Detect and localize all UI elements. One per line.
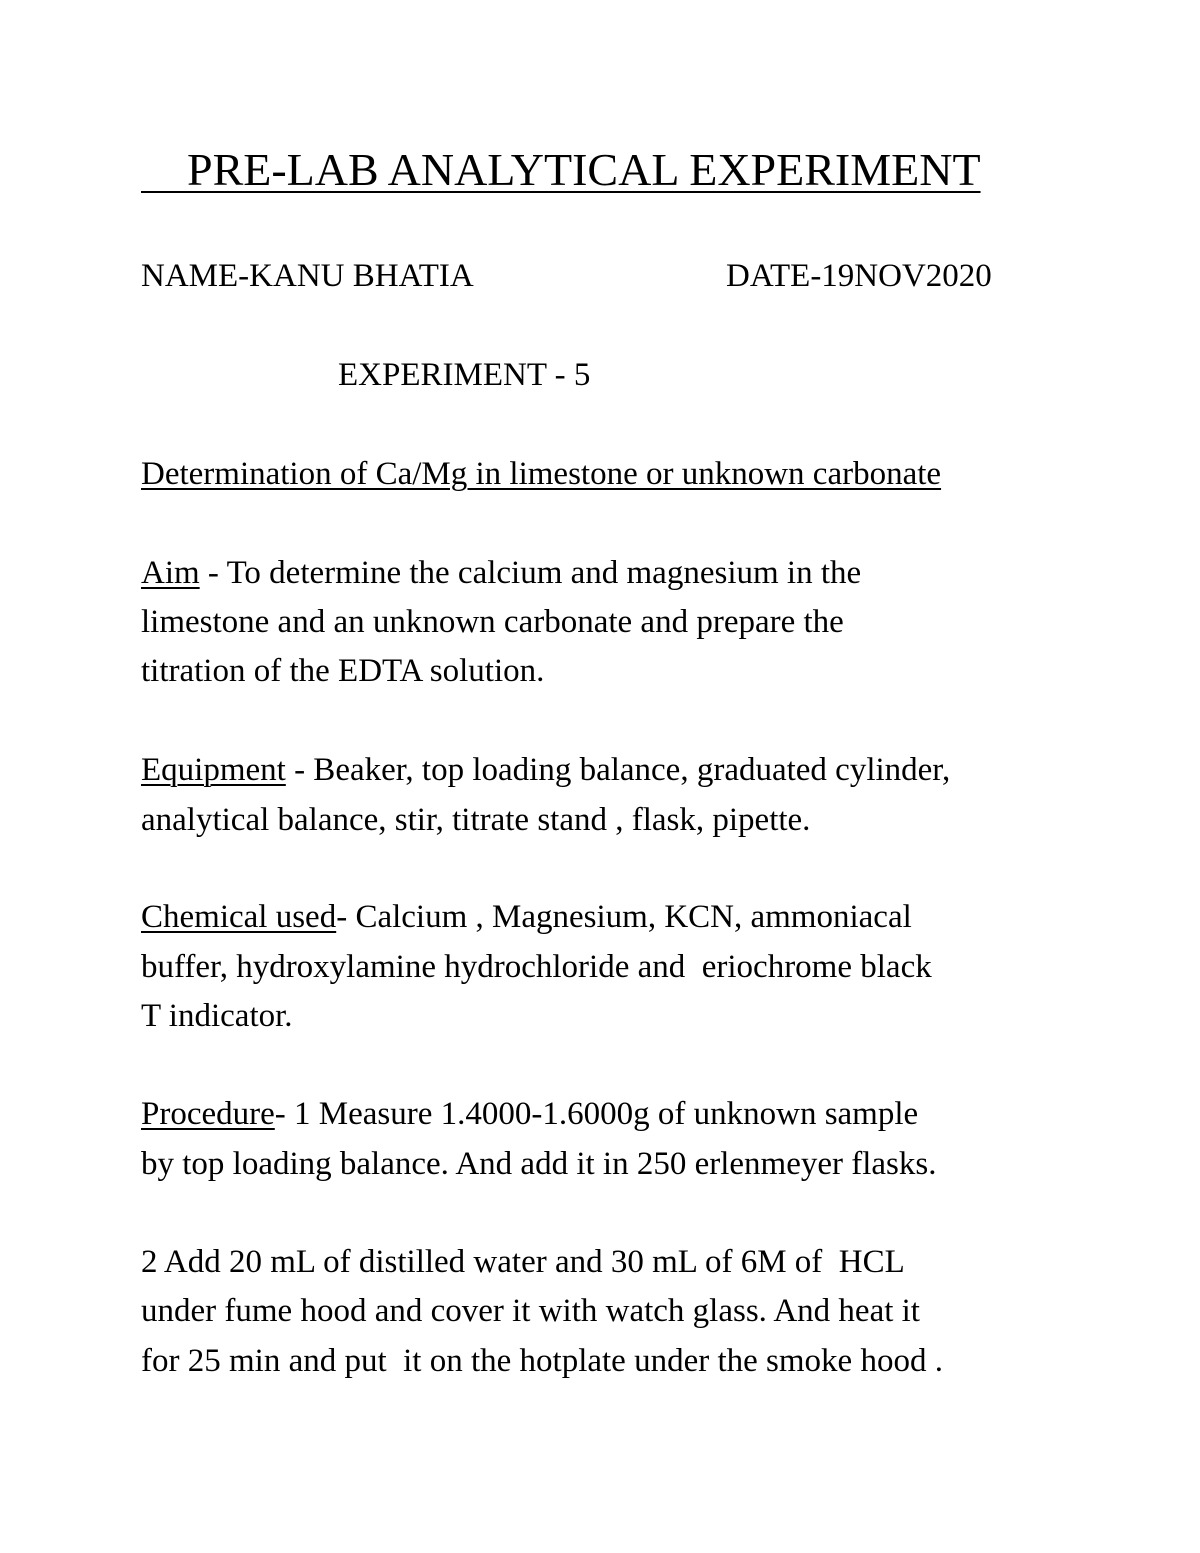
aim-text: - To determine the calcium and magnesium in the [199, 555, 862, 591]
experiment-date: DATE-19NOV2020 [726, 258, 992, 294]
experiment-subject: Determination of Ca/Mg in limestone or unknown carbonate [141, 456, 942, 492]
procedure-line-2: by top loading balance. And add it in 250 erlenmeyer flasks. [141, 1146, 937, 1182]
aim-line-1 [141, 553, 861, 593]
student-name: NAME-KANU BHATIA [141, 258, 474, 294]
procedure-heading: Procedure [141, 1096, 275, 1132]
equipment-line-1 [141, 750, 950, 790]
procedure-step-2-line-2: under fume hood and cover it with watch glass. And heat it [141, 1293, 920, 1329]
equipment-line-2: analytical balance, stir, titrate stand , flask, pipette. [141, 802, 811, 838]
aim-heading: Aim [141, 555, 200, 591]
chemicals-text: - Calcium , Magnesium, KCN, ammoniacal [336, 899, 912, 935]
experiment-number: EXPERIMENT - 5 [338, 357, 591, 393]
aim-line-2: limestone and an unknown carbonate and prepare the [141, 604, 844, 640]
procedure-step-2-line-1: 2 Add 20 mL of distilled water and 30 mL of 6M of HCL [141, 1244, 905, 1280]
equipment-text: - Beaker, top loading balance, graduated cylinder, [285, 752, 951, 788]
procedure-step-2-line-3: for 25 min and put it on the hotplate under the smoke hood . [141, 1343, 943, 1379]
chemicals-line-3: T indicator. [141, 998, 293, 1034]
procedure-step-1-text: - 1 Measure 1.4000-1.6000g of unknown sample [274, 1096, 919, 1132]
procedure-line-1 [141, 1094, 918, 1134]
document-title: PRE-LAB ANALYTICAL EXPERIMENT [141, 144, 981, 195]
aim-line-3: titration of the EDTA solution. [141, 653, 545, 689]
equipment-heading: Equipment [141, 752, 286, 788]
chemicals-line-2: buffer, hydroxylamine hydrochloride and eriochrome black [141, 949, 932, 985]
chemicals-heading: Chemical used [141, 899, 337, 935]
chemicals-line-1 [141, 897, 912, 937]
